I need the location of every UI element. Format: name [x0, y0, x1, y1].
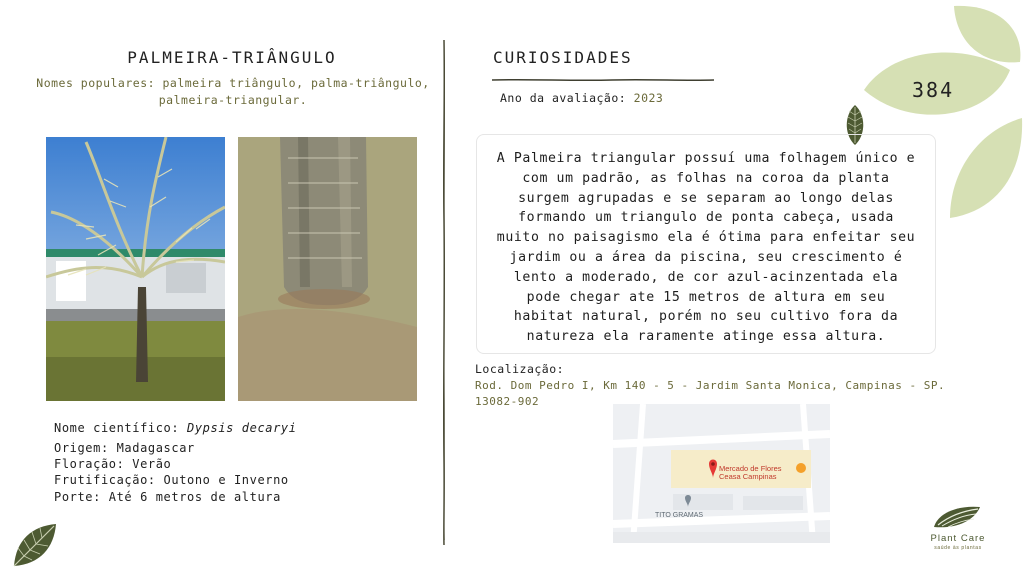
scientific-name	[54, 421, 297, 435]
popular-names-cont: palmeira-triangular.	[158, 93, 308, 107]
section-title: CURIOSIDADES	[493, 48, 633, 67]
trunk-photo	[238, 137, 417, 401]
popular-names: Nomes populares: palmeira triângulo, palma-triângulo,	[36, 76, 430, 90]
logo-tagline: saúde às plantas	[934, 545, 982, 551]
year-label: Ano da avaliação:	[500, 91, 627, 105]
logo-name: Plant Care	[930, 533, 986, 544]
fruiting: Frutificação: Outono e Inverno	[54, 473, 289, 487]
description-box	[476, 134, 936, 354]
column-divider	[440, 40, 448, 545]
flowering: Floração: Verão	[54, 457, 172, 471]
year-value: 2023	[633, 91, 664, 105]
address-line-1: Rod. Dom Pedro I, Km 140 - 5 - Jardim Santa Monica, Campinas - SP.	[475, 379, 946, 392]
plant-care-logo	[928, 503, 988, 533]
map-place-label-1: Mercado de Flores	[719, 464, 782, 473]
scientific-value: Dypsis decaryi	[187, 421, 297, 435]
title-underline	[492, 68, 714, 74]
plant-number: 384	[912, 78, 955, 102]
map-place-label	[719, 465, 782, 481]
map-place-label-2: Ceasa Campinas	[719, 472, 777, 481]
evaluation-year	[500, 91, 663, 105]
map-other-label: TITO GRAMAS	[655, 512, 704, 519]
plant-title: PALMEIRA-TRIÂNGULO	[127, 48, 337, 67]
scientific-label: Nome científico:	[54, 421, 180, 435]
description-text: A Palmeira triangular possuí uma folhagem único e com um padrão, as folhas na coroa da planta surgem agrupadas e se separam ao longo delas formando um triangulo de ponta cabeça, usada muito no paisagismo ela é ótima para enfeitar seu jardim ou a área da piscina, seu crescimento é lento a moderado, de cor azul-acinzentada ela pode chegar ate 15 metros de altura em seu habitat natural, porém no seu cultivo fora da natureza ela raramente atinge essa altura.	[496, 151, 916, 345]
address-line-2: 13082-902	[475, 395, 540, 408]
size: Porte: Até 6 metros de altura	[54, 490, 281, 504]
leaf-icon	[10, 520, 60, 570]
location-map[interactable]	[613, 404, 830, 543]
palm-tree-photo	[46, 137, 225, 401]
location-label: Localização:	[475, 362, 565, 376]
origin: Origem: Madagascar	[54, 441, 195, 455]
